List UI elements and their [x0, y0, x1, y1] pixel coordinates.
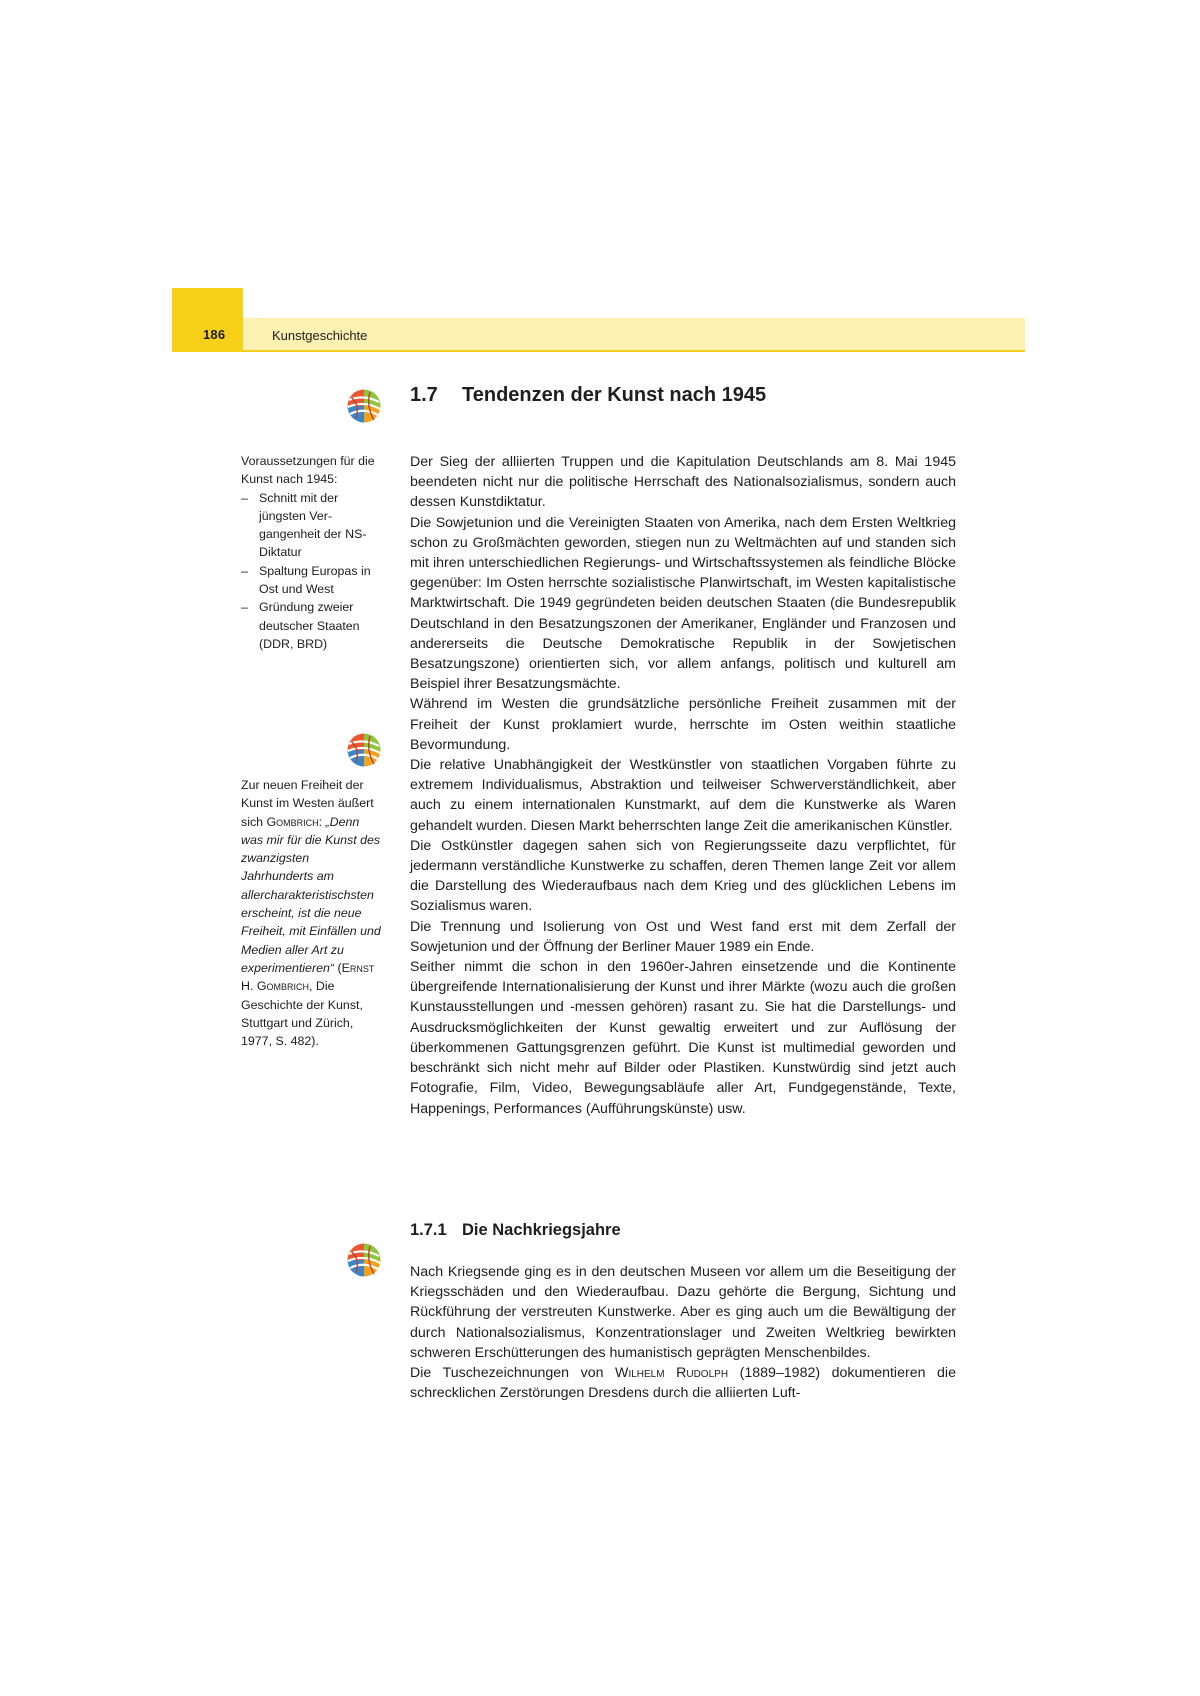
paragraph: Der Sieg der alliierten Truppen und die Kapitulation Deutschlands am 8. Mai 1945 beendeten nicht nur die politische Herrschaft des Nationalsozialismus, sondern auch dessen Kunstdiktatur.: [410, 454, 956, 511]
list-item: – Schnitt mit der jüngsten Vergangenheit der NS-Diktatur: [241, 489, 381, 562]
paragraph: Die Trennung und Isolierung von Ost und West fand erst mit dem Zerfall der Sowjetunion und der Öffnung der Berliner Mauer 1989 ein Ende.: [410, 918, 956, 955]
paragraph: Nach Kriegsende ging es in den deutschen Museen vor allem um die Beseitigung der Kriegsschäden und den Wiederaufbau. Dazu gehörte die Bergung, Sichtung und Rückführung der verstreuten Kunstwerke. Aber es ging auch um die Bewältigung der durch Nationalsozialismus, Konzentrationslager und Zweiten Weltkrieg bewirkten schweren Erschütterungen des humanistisch geprägten Menschenbildes.: [410, 1264, 956, 1361]
paragraph-start: Die Tuschezeichnungen von: [410, 1365, 604, 1382]
list-item: – Spaltung Europas in Ost und West: [241, 562, 381, 599]
page-number: 186: [203, 327, 226, 342]
quote-text: „Denn was mir für die Kunst des zwanzigsten Jahrhunderts am allercharakteristischsten erscheint, ist die neue Freiheit, mit Einfällen und Medien aller Art zu experimentieren“: [241, 814, 381, 975]
subsection-heading: [410, 1221, 621, 1240]
author-name: Gombrich: [266, 814, 319, 829]
margin-note-list: [241, 489, 381, 654]
source-citation: , Die Geschichte der Kunst, Stuttgart und Zürich, 1977, S. 482).: [241, 979, 363, 1049]
margin-note-intro: Zur neuen Freiheit der Kunst im Westen äußert sich: [241, 778, 374, 829]
paragraph: [410, 1363, 956, 1403]
subsection-body: [410, 1262, 956, 1403]
globe-icon: [346, 732, 382, 768]
section-body: [410, 452, 956, 1119]
paragraph: Die Sowjetunion und die Vereinigten Staaten von Amerika, nach dem Ersten Weltkrieg schon zu Großmächten geworden, stiegen nun zu Weltmächten auf und standen sich mit ihren unterschiedlichen Regierungs- und Wirtschaftssystemen als feindliche Blöcke gegenüber: Im Osten herrschte sozialistische Planwirtschaft, im Westen kapitalistische Marktwirtschaft. Die 1949 gegründeten beiden deutschen Staaten (die Bundesrepublik Deutschland in den Besatzungszonen der Amerikaner, Engländer und Franzosen und andererseits die Deutsche Demokratische Republik in der Sowjetischen Besatzungszone) orientierten sich, vor allem anfangs, politisch und kulturell am Beispiel ihrer Besatzungsmächte.: [410, 514, 956, 693]
paragraph: Während im Westen die grundsätzliche persönliche Freiheit zusammen mit der Freiheit der Kunst proklamiert wurde, herrschte im Osten weithin staatliche Bevormundung.: [410, 696, 956, 753]
globe-icon: [346, 388, 382, 424]
paragraph: Die Ostkünstler dagegen sahen sich von Regierungsseite dazu verpflichtet, für jedermann verständliche Kunstwerke zu schaffen, deren Themen lange Zeit vor allem die Darstellung des Wiederaufbaus nach dem Krieg und des glücklichen Lebens im Sozialismus waren.: [410, 837, 956, 915]
artist-name: Wilhelm Rudolph: [615, 1365, 729, 1382]
paragraph: Seither nimmt die schon in den 1960er-Jahren einsetzende und die Kontinente übergreifende Internationalisierung der Kunst und ihrer Märkte (wozu auch die großen Kunstausstellungen und -messen gehören) rasant zu. Sie hat die Darstellungs- und Ausdrucksmöglichkeiten der Kunst gewaltig erweitert und zur Auflösung der überkommenen Gattungsgrenzen geführt. Die Kunst ist multimedial geworden und beschränkt sich nicht mehr auf Bilder oder Plastiken. Kunstwürdig sind jetzt auch Fotografie, Film, Video, Bewegungsabläufe aller Art, Fundgegenstände, Texte, Happenings, Performances (Aufführungskünste) usw.: [410, 959, 956, 1117]
section-heading: [410, 384, 766, 407]
paragraph: Die relative Unabhängigkeit der Westkünstler von staatlichen Vorgaben führte zu extremem Individualismus, Abstraktion und teilweiser Schwerverständlichkeit, aber auch zu einem internationalen Kunstmarkt, auf dem die Kunstwerke als Waren gehandelt wurden. Diesen Markt beherrschten lange Zeit die amerikanischen Künstler.: [410, 757, 956, 834]
list-item: – Gründung zweier deutscher Staaten (DDR, BRD): [241, 598, 381, 653]
running-title: Kunstgeschichte: [272, 328, 368, 343]
subsection-title: Die Nachkriegsjahre: [462, 1221, 621, 1239]
section-title: Tendenzen der Kunst nach 1945: [462, 384, 767, 406]
header-accent-tab: [172, 288, 243, 352]
margin-note-prerequisites: [241, 452, 381, 653]
globe-icon: [346, 1242, 382, 1278]
margin-note-heading: Voraussetzungen für die Kunst nach 1945:: [241, 454, 375, 487]
section-number: 1.7: [410, 384, 438, 406]
source-open: (: [337, 960, 342, 975]
subsection-number: 1.7.1: [410, 1221, 447, 1239]
margin-note-gombrich-quote: [241, 776, 381, 1050]
punctuation: :: [318, 814, 323, 829]
source-author: Ernst H. Gombrich: [241, 960, 375, 994]
paragraph-rest: (1889–1982) dokumentieren die schrecklichen Zerstörungen Dresdens durch die alliierten Luft-: [410, 1365, 956, 1402]
